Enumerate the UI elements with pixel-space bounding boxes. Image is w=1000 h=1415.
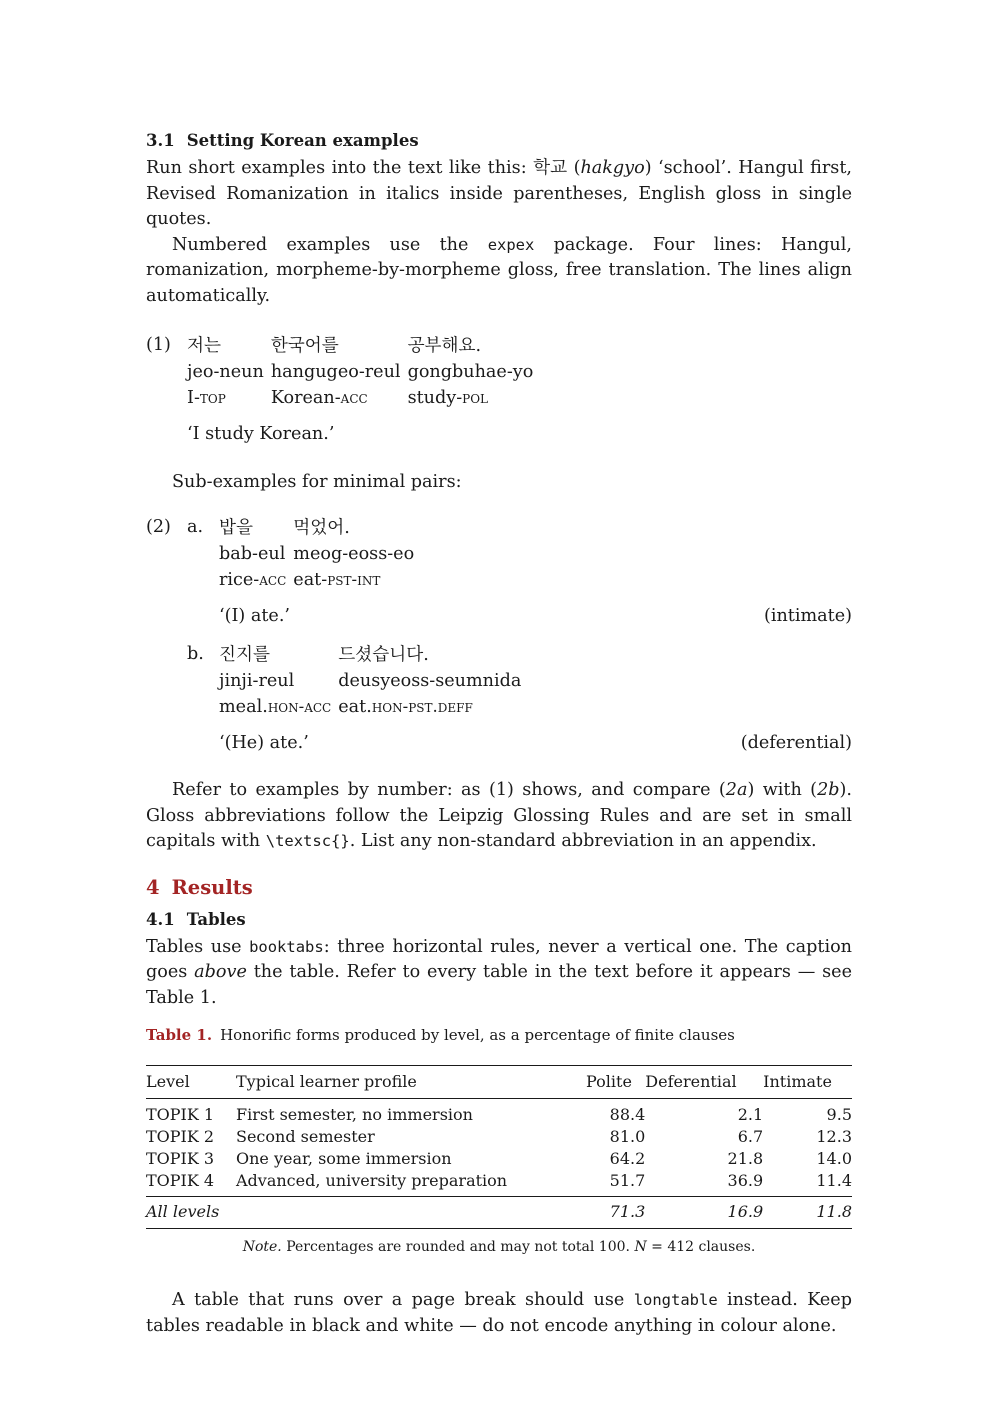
example-2 (146, 515, 852, 756)
gloss-word (271, 385, 408, 411)
table-header-row (146, 1065, 852, 1098)
gloss-abbrev: pst-int (327, 570, 381, 589)
code-text: longtable (633, 1291, 718, 1309)
text: : three horizontal rules, never a vertical one. The caption goes (146, 936, 852, 982)
word: 저는 (187, 336, 221, 356)
column-header: Deferential (645, 1071, 737, 1091)
table-cell: 64.2 (609, 1148, 646, 1168)
word: deusyeoss-seumnida (338, 670, 522, 691)
interlinear-gloss (187, 333, 540, 411)
table-cell: 16.9 (727, 1201, 764, 1221)
table-cell: TOPIK 2 (146, 1126, 215, 1146)
section-number: 4.1 (146, 909, 175, 929)
example-ref: 2a (725, 780, 748, 800)
example-number: (1) (146, 335, 171, 355)
subexample-letter: a. (187, 517, 204, 537)
section-4-1-heading (146, 905, 852, 935)
word: hangugeo-reul (270, 362, 401, 382)
paragraph-tables (146, 935, 852, 1012)
table-note (146, 1235, 852, 1261)
section-number: 4 (146, 875, 160, 899)
table-row (146, 1148, 852, 1170)
hangul-line (187, 333, 540, 359)
romanization-line (187, 359, 540, 385)
table-cell: 11.8 (816, 1201, 852, 1221)
free-translation: ‘I study Korean.’ (187, 424, 335, 444)
table-label: Table 1. (146, 1026, 213, 1044)
gloss-stem: meal. (219, 696, 268, 717)
word: gongbuhae-yo (407, 362, 534, 382)
example-ref: 2b (817, 780, 840, 800)
table-cell: All levels (146, 1201, 220, 1221)
text: . List any non-standard abbreviation in an appendix. (349, 831, 817, 851)
text: Tables use (146, 936, 250, 957)
paragraph-references (146, 778, 852, 855)
results-table (146, 1065, 852, 1229)
table-cell: First semester, no immersion (236, 1104, 473, 1124)
text: ). Gloss abbreviations follow the Leipzig Glossing Rules and are set in small capitals with (146, 780, 852, 851)
emphasis: above (194, 962, 247, 982)
gloss-word (219, 694, 338, 720)
subexample-b (187, 642, 852, 757)
page-content (146, 126, 852, 1339)
word: 진지를 (219, 644, 270, 665)
text: ) with ( (747, 780, 818, 800)
code-text: \textsc{} (265, 832, 350, 850)
table-cell: Second semester (236, 1126, 375, 1146)
table-caption (146, 1023, 852, 1049)
gloss-abbrev: hon-acc (267, 696, 332, 716)
table-cell: 9.5 (826, 1104, 852, 1124)
text: package. Four lines: Hangul, romanization, morpheme-by-morpheme gloss, free translation. The lines align automatically. (146, 234, 852, 306)
paragraph-inline-examples (146, 156, 852, 233)
gloss-abbrev: hon-pst.deff (371, 696, 473, 716)
column-header: Polite (586, 1071, 632, 1091)
gloss-abbrev: acc (259, 570, 287, 589)
text: Run short examples into the text like this: (146, 158, 534, 178)
table-cell: 21.8 (727, 1148, 764, 1168)
gloss-stem: eat. (338, 696, 372, 717)
gloss-stem: Korean- (270, 388, 341, 408)
paragraph-numbered-examples (146, 233, 852, 310)
table-cell: 14.0 (816, 1148, 852, 1168)
caption-text: Honorific forms produced by level, as a percentage of finite clauses (220, 1026, 735, 1044)
text: the table. Refer to every table in the text before it appears — see Table 1. (146, 962, 852, 1008)
hangul-line (219, 515, 421, 541)
gloss-word (219, 567, 293, 593)
section-3-1-heading (146, 126, 852, 156)
text: A table that runs over a page break should use (172, 1290, 634, 1310)
section-4-heading (146, 871, 852, 905)
register-label: (intimate) (763, 606, 852, 626)
hangul-word: 학교 (533, 158, 568, 178)
gloss-line (219, 567, 421, 593)
text: Percentages are rounded and may not total 100. (281, 1238, 635, 1255)
section-number: 3.1 (146, 131, 175, 150)
table-cell: 51.7 (609, 1170, 646, 1190)
gloss-line (187, 385, 540, 411)
table-cell: One year, some immersion (236, 1148, 452, 1168)
column-header: Intimate (763, 1071, 832, 1091)
section-title: Results (171, 875, 253, 899)
text: ) ‘school’. Hangul first, Revised Romanization in italics inside parentheses, English gloss in single quotes. (146, 158, 852, 229)
table-cell: 2.1 (737, 1104, 764, 1124)
gloss-word (293, 567, 421, 593)
gloss-stem: rice- (219, 570, 260, 590)
text: = 412 clauses. (646, 1238, 756, 1255)
word: 밥을 (219, 518, 253, 538)
code-text: expex (487, 235, 535, 254)
text: Numbered examples use the (172, 234, 488, 255)
paragraph-longtable (146, 1288, 852, 1339)
word: 한국어를 (270, 336, 339, 356)
word: 드셨습니다. (338, 644, 429, 665)
table-total-row (146, 1196, 852, 1228)
register-label: (deferential) (740, 732, 852, 753)
gloss-abbrev: top (199, 388, 226, 407)
table-cell: 12.3 (816, 1126, 852, 1146)
free-translation: ‘(I) ate.’ (219, 606, 291, 626)
code-text: booktabs (249, 937, 324, 956)
text: ( (567, 158, 581, 178)
table-cell: 81.0 (609, 1126, 646, 1146)
column-header: Typical learner profile (236, 1071, 417, 1091)
word: jinji-reul (219, 670, 295, 691)
word: bab-eul (219, 544, 286, 564)
example-1 (146, 333, 852, 448)
variable: N (634, 1238, 647, 1255)
free-translation: ‘(He) ate.’ (219, 732, 309, 753)
table-cell: 88.4 (609, 1104, 646, 1124)
gloss-line (219, 694, 528, 720)
gloss-stem: eat- (293, 570, 328, 590)
hangul-line (219, 642, 528, 668)
subexample-letter: b. (187, 643, 204, 664)
word: 공부해요. (407, 336, 482, 356)
gloss-stem: I- (187, 388, 200, 408)
subexample-a (187, 515, 852, 630)
table-cell: 11.4 (816, 1170, 852, 1190)
text: Refer to examples by number: as (1) shows, and compare ( (172, 780, 726, 800)
gloss-abbrev: pol (462, 388, 489, 407)
translation-row (219, 731, 852, 757)
romanization: hakgyo (580, 158, 645, 178)
translation-row (219, 604, 852, 630)
table-cell: TOPIK 4 (146, 1170, 215, 1190)
table-cell: 71.3 (609, 1201, 646, 1221)
column-header: Level (146, 1071, 190, 1091)
interlinear-gloss (219, 642, 528, 720)
section-title: Tables (186, 909, 246, 929)
table-cell: 36.9 (727, 1170, 764, 1190)
table-cell: 6.7 (737, 1126, 764, 1146)
table-cell: TOPIK 1 (146, 1104, 215, 1124)
word: 먹었어. (293, 518, 350, 538)
section-title: Setting Korean examples (186, 131, 419, 150)
interlinear-gloss (219, 515, 421, 593)
table-row (146, 1126, 852, 1148)
gloss-abbrev: acc (340, 388, 368, 407)
table-cell (236, 1196, 586, 1228)
gloss-word (338, 694, 528, 720)
romanization-line (219, 541, 421, 567)
subexamples-intro: Sub-examples for minimal pairs: (172, 471, 462, 492)
romanization-line (219, 668, 528, 694)
gloss-stem: study- (407, 388, 463, 408)
gloss-word (187, 385, 271, 411)
gloss-word (408, 385, 541, 411)
example-number: (2) (146, 517, 171, 537)
table-row (146, 1098, 852, 1126)
table-cell: TOPIK 3 (146, 1148, 215, 1168)
table-row (146, 1170, 852, 1197)
word: meog-eoss-eo (293, 544, 415, 564)
note-label: Note. (242, 1238, 282, 1255)
text: instead. Keep tables readable in black and white — do not encode anything in colour alone. (146, 1290, 852, 1336)
table-cell: Advanced, university preparation (236, 1170, 508, 1190)
word: jeo-neun (187, 362, 264, 382)
